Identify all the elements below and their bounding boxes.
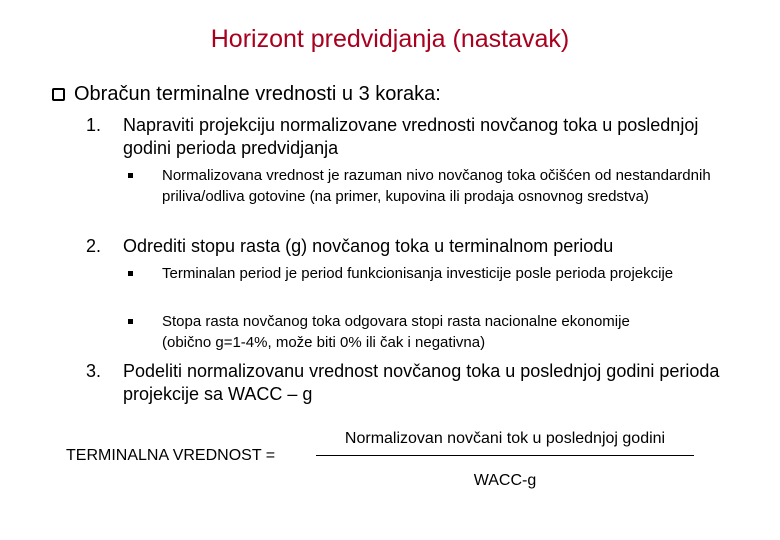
step-3 — [86, 360, 726, 406]
step-number: 3. — [86, 361, 102, 381]
step-text: Podeliti normalizovanu vrednost novčanog toka u poslednjoj godini perioda projekcije sa WACC – g — [123, 361, 720, 404]
main-bullet — [52, 80, 752, 108]
sub-text: Normalizovana vrednost je razuman nivo novčanog toka očišćen od nestandardnih priliva/odliva gotovine (na primer, kupovina ili prodaja osnovnog sredstva) — [162, 167, 711, 205]
square-bullet-icon — [126, 263, 162, 284]
formula-label: TERMINALNA VREDNOST = — [66, 447, 276, 464]
main-bullet-text: Obračun terminalne vrednosti u 3 koraka: — [74, 83, 441, 105]
step-text: Napraviti projekciju normalizovane vrednosti novčanog toka u poslednjoj godini perioda predvidjanja — [123, 115, 699, 158]
slide-title: Horizont predvidjanja (nastavak) — [210, 25, 570, 53]
checkbox-bullet-icon — [52, 88, 65, 101]
step-2-sub-1 — [126, 263, 716, 284]
step-2 — [86, 235, 746, 258]
step-text: Odrediti stopu rasta (g) novčanog toka u terminalnom periodu — [123, 236, 614, 256]
step-1-sub-1 — [126, 165, 716, 207]
fraction-line — [316, 455, 694, 456]
square-bullet-icon — [126, 165, 162, 207]
formula-denominator: WACC-g — [473, 472, 537, 489]
step-1 — [86, 114, 706, 160]
step-number: 1. — [86, 115, 102, 135]
sub-text: Stopa rasta novčanog toka odgovara stopi rasta nacionalne ekonomije (obično g=1-4%, može biti 0% ili čak i negativna) — [162, 313, 630, 351]
step-number: 2. — [86, 236, 102, 256]
square-bullet-icon — [126, 311, 162, 353]
formula-numerator: Normalizovan novčani tok u poslednjoj godini — [344, 430, 666, 447]
sub-text: Terminalan period je period funkcionisanja investicije posle perioda projekcije — [162, 265, 674, 282]
step-2-sub-2 — [126, 311, 666, 353]
